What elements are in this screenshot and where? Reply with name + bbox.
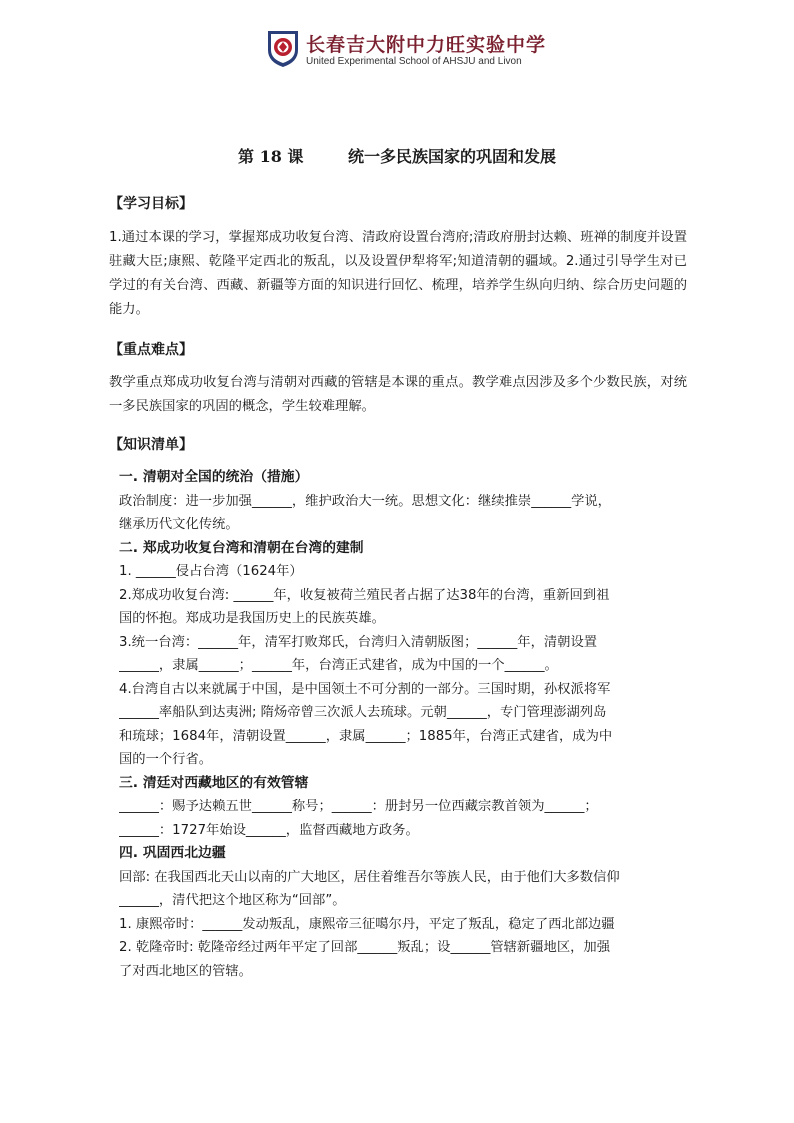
content-line: 国的怀抱。郑成功是我国历史上的民族英雄。 <box>119 611 385 626</box>
knowledge-list <box>119 466 687 983</box>
content-line: ______，清代把这个地区称为“回部”。 <box>119 893 346 908</box>
content-line: 1. ______侵占台湾（1624年） <box>119 564 303 579</box>
content-line: 了对西北地区的管辖。 <box>119 963 252 979</box>
key-points-text: 教学重点郑成功收复台湾与清朝对西藏的管辖是本课的重点。教学难点因涉及多个少数民族，对统一多民族国家的巩固的概念，学生较难理解。 <box>109 375 687 414</box>
school-name-chinese: 长春吉大附中力旺实验中学 <box>306 34 547 56</box>
content-line: ______率船队到达夷洲; 隋炀帝曾三次派人去琉球。元朝______，专门管理澎湖列岛 <box>119 705 607 720</box>
section-heading: 四. 巩固西北边疆 <box>119 845 226 861</box>
goals-heading: 【学习目标】 <box>109 196 193 212</box>
knowledge-heading: 【知识清单】 <box>109 437 193 453</box>
content-line: 政治制度：进一步加强______，维护政治大一统。思想文化：继续推崇______学说， <box>119 493 611 509</box>
content-line: 国的一个行省。 <box>119 752 213 767</box>
content-line: 2.郑成功收复台湾: ______年，收复被荷兰殖民者占据了达38年的台湾，重新回到祖 <box>119 587 610 603</box>
section-heading: 二. 郑成功收复台湾和清朝在台湾的建制 <box>119 539 364 556</box>
goals-text: 1.通过本课的学习，掌握郑成功收复台湾、清政府设置台湾府;清政府册封达赖、班禅的制度并设置驻藏大臣;康熙、乾隆平定西北的叛乱，以及设置伊犁将军;知道清朝的疆域。2.通过引导学生对已学过的有关台湾、西藏、新疆等方面的知识进行回忆、梳理，培养学生纵向归纳、综合历史问题的能力。 <box>109 230 687 317</box>
school-name-english: United Experimental School of AHSJU and Livon <box>306 56 522 67</box>
content-line: 和琉球；1684年，清朝设置______，隶属______；1885年，台湾正式建省，成为中 <box>119 728 613 744</box>
content-line: ______：1727年始设______，监督西藏地方政务。 <box>119 822 419 838</box>
school-crest-icon <box>266 28 300 68</box>
content-line: 3.统一台湾：______年，清军打败郑氏，台湾归入清朝版图；______年，清朝设置 <box>119 634 598 650</box>
school-header <box>266 28 566 78</box>
content-line: ______：赐予达赖五世______称号；______：册封另一位西藏宗教首领为______； <box>119 799 598 814</box>
content-line: 继承历代文化传统。 <box>119 517 239 532</box>
content-line: 2. 乾隆帝时: 乾隆帝经过两年平定了回部______叛乱；设______管辖新疆地区，加强 <box>119 940 611 955</box>
key-points-heading: 【重点难点】 <box>109 342 193 358</box>
section-heading: 一. 清朝对全国的统治（措施） <box>119 469 309 485</box>
content-line: ______，隶属______；______年，台湾正式建省，成为中国的一个______。 <box>119 658 558 673</box>
content-line: 4.台湾自古以来就属于中国，是中国领土不可分割的一部分。三国时期，孙权派将军 <box>119 681 611 697</box>
section-heading: 三. 清廷对西藏地区的有效管辖 <box>119 774 309 791</box>
content-line: 回部: 在我国西北天山以南的广大地区，居住着维吾尔等族人民，由于他们大多数信仰 <box>119 869 620 885</box>
lesson-title: 第 18 课 统一多民族国家的巩固和发展 <box>238 147 556 166</box>
content-line: 1. 康熙帝时：______发动叛乱，康熙帝三征噶尔丹，平定了叛乱，稳定了西北部边疆 <box>119 916 615 932</box>
